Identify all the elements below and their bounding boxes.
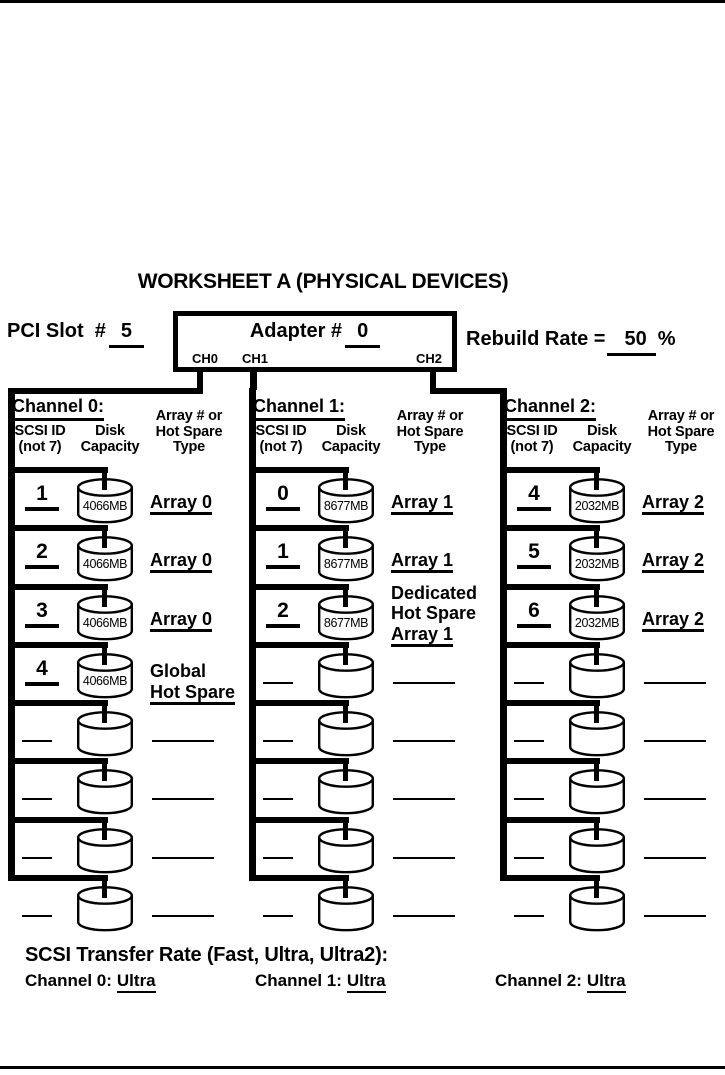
device-row xyxy=(8,467,248,525)
disk-capacity-value: 2032MB xyxy=(574,615,620,630)
device-row xyxy=(249,758,489,816)
row-connector-line xyxy=(8,642,108,648)
row-connector-line xyxy=(500,700,600,706)
scsi-id-blank xyxy=(514,682,544,684)
array-assignment-blank xyxy=(393,915,455,917)
row-connector-line xyxy=(8,467,108,473)
disk-connector-line xyxy=(594,471,599,490)
device-row xyxy=(8,758,248,816)
disk-connector-line xyxy=(594,879,599,898)
device-row xyxy=(249,700,489,758)
array-assignment-blank xyxy=(644,915,706,917)
scsi-id-blank xyxy=(263,857,293,859)
scsi-id-value: 2 xyxy=(14,540,70,569)
row-connector-line xyxy=(249,758,349,764)
device-row xyxy=(500,817,725,875)
column-header-array-type: Array # or Hot Spare Type xyxy=(647,408,715,455)
adapter-number-value: 0 xyxy=(345,320,380,348)
scsi-id-value: 4 xyxy=(506,482,562,511)
adapter-port-ch0: CH0 xyxy=(192,351,219,366)
disk-connector-line xyxy=(594,762,599,781)
disk-capacity-value: 8677MB xyxy=(323,499,369,513)
page-bottom-rule xyxy=(0,1066,725,1069)
scsi-id-value: 0 xyxy=(255,482,311,511)
device-row xyxy=(500,700,725,758)
rebuild-rate-field xyxy=(466,328,676,356)
row-connector-line xyxy=(500,642,600,648)
scsi-id-value: 6 xyxy=(506,599,562,628)
disk-capacity-value: 4066MB xyxy=(82,615,128,630)
transfer-rate-value-2: Ultra xyxy=(587,971,626,993)
pci-slot-label: PCI Slot # xyxy=(7,320,106,342)
scsi-id-value: 4 xyxy=(14,657,70,686)
adapter-port-ch2: CH2 xyxy=(416,351,443,366)
array-assignment-blank xyxy=(393,682,455,684)
disk-capacity-value: 2032MB xyxy=(574,499,620,513)
disk-connector-line xyxy=(102,471,107,490)
array-assignment-blank xyxy=(152,915,214,917)
column-header-disk-capacity: Disk Capacity xyxy=(321,423,381,455)
disk-connector-line xyxy=(102,821,107,840)
disk-connector-line xyxy=(343,879,348,898)
disk-connector-line xyxy=(343,704,348,723)
disk-connector-line xyxy=(343,821,348,840)
transfer-rate-value-1: Ultra xyxy=(347,971,386,993)
row-connector-line xyxy=(500,584,600,590)
row-connector-line xyxy=(249,642,349,648)
array-assignment: Array 1 xyxy=(391,492,453,513)
scsi-id-blank xyxy=(22,915,52,917)
device-row xyxy=(8,817,248,875)
scsi-id-blank xyxy=(514,915,544,917)
scsi-id-blank xyxy=(263,740,293,742)
scsi-id-value: 1 xyxy=(14,482,70,511)
disk-capacity-value: 4066MB xyxy=(82,499,128,513)
row-connector-line xyxy=(249,700,349,706)
disk-capacity-value: 2032MB xyxy=(574,557,620,572)
device-row xyxy=(500,758,725,816)
array-assignment: Array 0 xyxy=(150,609,212,630)
transfer-rate-label-0: Channel 0: xyxy=(25,971,112,990)
channel-column-2 xyxy=(500,388,725,948)
transfer-rate-label-1: Channel 1: xyxy=(255,971,342,990)
device-row xyxy=(500,875,725,933)
scsi-id-value: 1 xyxy=(255,540,311,569)
disk-connector-line xyxy=(594,646,599,665)
scsi-id-blank xyxy=(263,682,293,684)
channel-name: Channel 1: xyxy=(253,396,345,421)
device-row xyxy=(249,642,489,700)
array-assignment-blank xyxy=(152,798,214,800)
disk-capacity-value: 4066MB xyxy=(82,557,128,572)
column-header-array-type: Array # or Hot Spare Type xyxy=(396,408,464,455)
disk-connector-line xyxy=(102,529,107,548)
array-assignment: Array 1 xyxy=(391,550,453,571)
device-row xyxy=(8,700,248,758)
array-assignment-blank xyxy=(644,798,706,800)
page-top-rule xyxy=(0,0,725,3)
array-assignment-blank xyxy=(644,740,706,742)
scsi-id-blank xyxy=(22,857,52,859)
array-assignment: Array 2 xyxy=(642,492,704,513)
channel-column-0 xyxy=(8,388,248,948)
channel-name: Channel 0: xyxy=(12,396,104,421)
disk-connector-line xyxy=(102,646,107,665)
device-row xyxy=(8,875,248,933)
array-assignment: Array 2 xyxy=(642,609,704,630)
disk-connector-line xyxy=(102,762,107,781)
array-assignment-blank xyxy=(644,857,706,859)
channel-column-1 xyxy=(249,388,489,948)
pci-slot-field xyxy=(7,320,144,348)
device-row xyxy=(249,584,489,642)
row-connector-line xyxy=(500,525,600,531)
pci-slot-value: 5 xyxy=(109,320,144,348)
row-connector-line xyxy=(249,817,349,823)
disk-connector-line xyxy=(594,529,599,548)
array-assignment-blank xyxy=(393,857,455,859)
array-assignment-blank xyxy=(152,857,214,859)
array-assignment-blank xyxy=(152,740,214,742)
device-row xyxy=(500,584,725,642)
scsi-id-blank xyxy=(514,857,544,859)
transfer-rate-channel-1 xyxy=(255,971,386,991)
row-connector-line xyxy=(8,758,108,764)
disk-connector-line xyxy=(343,646,348,665)
transfer-rate-title: SCSI Transfer Rate (Fast, Ultra, Ultra2): xyxy=(25,944,389,966)
scsi-id-value: 5 xyxy=(506,540,562,569)
device-row xyxy=(500,467,725,525)
device-row xyxy=(500,642,725,700)
array-assignment: Array 2 xyxy=(642,550,704,571)
disk-capacity-value: 8677MB xyxy=(323,615,369,630)
device-row xyxy=(249,875,489,933)
column-header-disk-capacity: Disk Capacity xyxy=(572,423,632,455)
column-header-scsi-id: SCSI ID (not 7) xyxy=(255,423,307,455)
disk-connector-line xyxy=(594,588,599,607)
array-assignment-blank xyxy=(393,798,455,800)
row-connector-line xyxy=(500,817,600,823)
disk-connector-line xyxy=(343,529,348,548)
adapter-box xyxy=(173,311,457,372)
device-row xyxy=(8,525,248,583)
channel-name: Channel 2: xyxy=(504,396,596,421)
row-connector-line xyxy=(8,817,108,823)
array-assignment: Array 0 xyxy=(150,550,212,571)
device-row xyxy=(249,525,489,583)
row-connector-line xyxy=(8,525,108,531)
scsi-id-blank xyxy=(514,740,544,742)
transfer-rate-channel-0 xyxy=(25,971,156,991)
device-row xyxy=(8,584,248,642)
row-connector-line xyxy=(8,700,108,706)
disk-connector-line xyxy=(343,588,348,607)
disk-capacity-value: 8677MB xyxy=(323,557,369,572)
column-header-scsi-id: SCSI ID (not 7) xyxy=(14,423,66,455)
row-connector-line xyxy=(249,525,349,531)
row-connector-line xyxy=(500,758,600,764)
row-connector-line xyxy=(249,467,349,473)
disk-connector-line xyxy=(102,879,107,898)
row-connector-line xyxy=(500,875,600,881)
transfer-rate-channel-2 xyxy=(495,971,626,991)
disk-capacity-value: 4066MB xyxy=(82,673,128,688)
scsi-id-blank xyxy=(263,798,293,800)
rebuild-rate-label: Rebuild Rate = xyxy=(466,328,606,350)
device-rows xyxy=(249,467,489,933)
scsi-id-blank xyxy=(22,798,52,800)
column-header-scsi-id: SCSI ID (not 7) xyxy=(506,423,558,455)
scsi-id-value: 2 xyxy=(255,599,311,628)
row-connector-line xyxy=(249,875,349,881)
adapter-label: Adapter # xyxy=(249,320,343,342)
column-header-disk-capacity: Disk Capacity xyxy=(80,423,140,455)
disk-connector-line xyxy=(343,471,348,490)
device-rows xyxy=(8,467,248,933)
rebuild-rate-unit: % xyxy=(657,328,676,350)
device-rows xyxy=(500,467,725,933)
row-connector-line xyxy=(500,467,600,473)
scsi-id-blank xyxy=(22,740,52,742)
array-assignment-blank xyxy=(393,740,455,742)
scsi-id-value: 3 xyxy=(14,599,70,628)
rebuild-rate-value: 50 xyxy=(607,328,655,356)
device-row xyxy=(249,467,489,525)
array-assignment: Global Hot Spare xyxy=(150,661,235,702)
transfer-rate-label-2: Channel 2: xyxy=(495,971,582,990)
disk-connector-line xyxy=(594,704,599,723)
disk-connector-line xyxy=(343,762,348,781)
disk-connector-line xyxy=(102,704,107,723)
row-connector-line xyxy=(249,584,349,590)
array-assignment: Dedicated Hot Spare Array 1 xyxy=(391,583,477,645)
device-row xyxy=(500,525,725,583)
row-connector-line xyxy=(8,584,108,590)
disk-connector-line xyxy=(102,588,107,607)
device-row xyxy=(8,642,248,700)
column-header-array-type: Array # or Hot Spare Type xyxy=(155,408,223,455)
transfer-rate-value-0: Ultra xyxy=(117,971,156,993)
array-assignment: Array 0 xyxy=(150,492,212,513)
worksheet-title: WORKSHEET A (PHYSICAL DEVICES) xyxy=(137,270,509,293)
adapter-port-ch1: CH1 xyxy=(242,351,269,366)
array-assignment-blank xyxy=(644,682,706,684)
row-connector-line xyxy=(8,875,108,881)
adapter-number-field xyxy=(178,320,452,348)
scsi-id-blank xyxy=(514,798,544,800)
scsi-id-blank xyxy=(263,915,293,917)
device-row xyxy=(249,817,489,875)
disk-connector-line xyxy=(594,821,599,840)
